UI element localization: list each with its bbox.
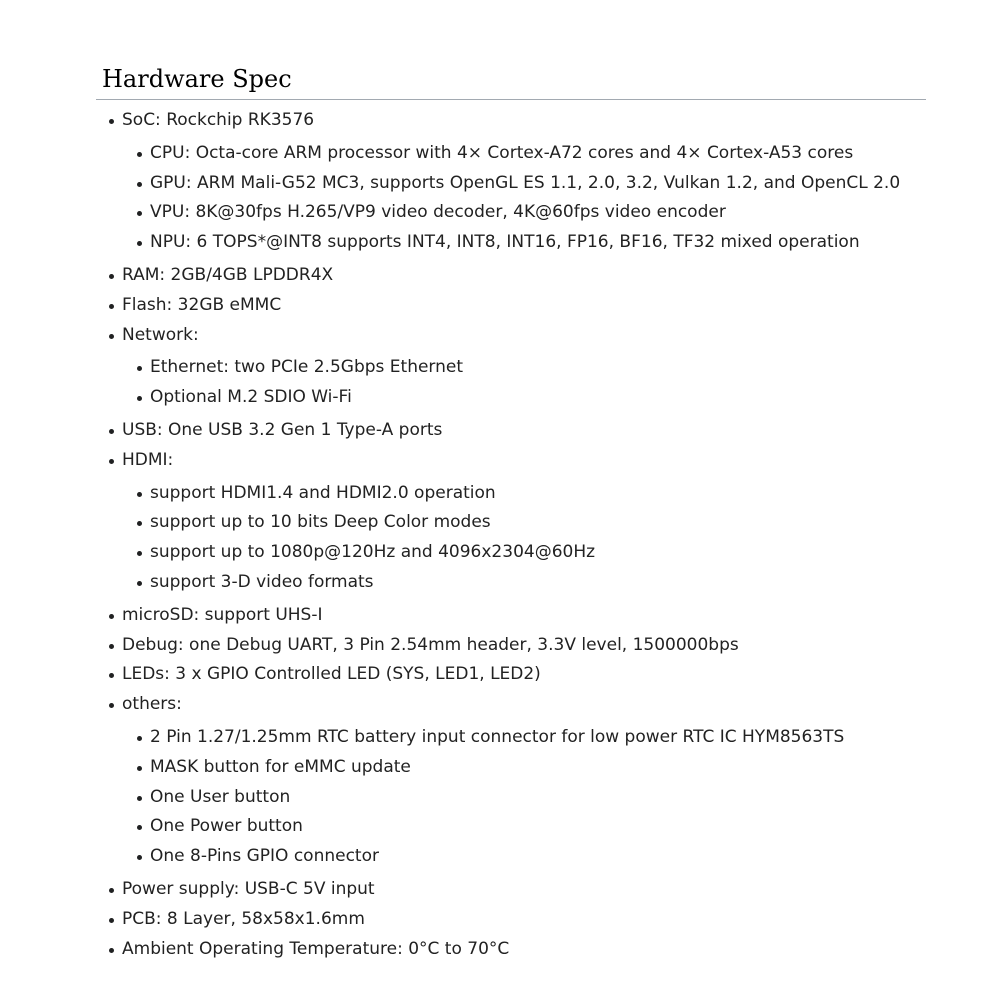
spec-text: Optional M.2 SDIO Wi-Fi bbox=[150, 387, 352, 408]
soc-sublist bbox=[124, 139, 926, 258]
spec-item-usb bbox=[96, 416, 926, 446]
spec-text: support 3-D video formats bbox=[150, 571, 374, 592]
spec-text: One User button bbox=[150, 786, 291, 807]
spec-text: SoC: Rockchip RK3576 bbox=[122, 110, 315, 130]
hardware-spec-section bbox=[96, 62, 926, 964]
spec-text: GPU: ARM Mali-G52 MC3, supports OpenGL ES 1.1, 2.0, 3.2, Vulkan 1.2, and OpenCL 2.0 bbox=[150, 172, 901, 193]
section-heading: Hardware Spec bbox=[102, 65, 292, 93]
spec-subitem-resolution bbox=[124, 538, 926, 568]
bullet-icon bbox=[109, 703, 114, 708]
spec-text: MASK button for eMMC update bbox=[150, 756, 411, 777]
spec-text: Ethernet: two PCIe 2.5Gbps Ethernet bbox=[150, 357, 464, 378]
spec-text: USB: One USB 3.2 Gen 1 Type-A ports bbox=[122, 419, 443, 440]
spec-text: 2 Pin 1.27/1.25mm RTC battery input connector for low power RTC IC HYM8563TS bbox=[150, 726, 845, 747]
spec-item-others bbox=[96, 690, 926, 872]
bullet-icon bbox=[109, 673, 114, 678]
spec-text: VPU: 8K@30fps H.265/VP9 video decoder, 4K@60fps video encoder bbox=[150, 202, 726, 223]
spec-subitem-vpu bbox=[124, 198, 926, 228]
spec-item-flash bbox=[96, 291, 926, 321]
spec-subitem-npu bbox=[124, 228, 926, 258]
spec-subitem-cpu bbox=[124, 139, 926, 169]
spec-subitem-3d-video bbox=[124, 568, 926, 598]
others-sublist bbox=[124, 723, 926, 872]
bullet-icon bbox=[137, 366, 142, 371]
bullet-icon bbox=[137, 855, 142, 860]
spec-text: CPU: Octa-core ARM processor with 4× Cortex-A72 cores and 4× Cortex-A53 cores bbox=[150, 142, 854, 163]
spec-text: others: bbox=[122, 694, 182, 715]
spec-text: LEDs: 3 x GPIO Controlled LED (SYS, LED1, LED2) bbox=[122, 664, 541, 685]
hdmi-sublist bbox=[124, 479, 926, 598]
bullet-icon bbox=[109, 614, 114, 619]
spec-subitem-mask-button bbox=[124, 753, 926, 783]
spec-item-pcb bbox=[96, 905, 926, 935]
bullet-icon bbox=[137, 766, 142, 771]
spec-text: HDMI: bbox=[122, 449, 174, 470]
spec-list bbox=[96, 106, 926, 964]
bullet-icon bbox=[109, 918, 114, 923]
bullet-icon bbox=[137, 796, 142, 801]
bullet-icon bbox=[137, 736, 142, 741]
spec-subitem-gpu bbox=[124, 169, 926, 199]
spec-item-network bbox=[96, 321, 926, 413]
bullet-icon bbox=[137, 581, 142, 586]
spec-text: One 8-Pins GPIO connector bbox=[150, 846, 379, 867]
bullet-icon bbox=[137, 492, 142, 497]
spec-text: support HDMI1.4 and HDMI2.0 operation bbox=[150, 482, 496, 503]
bullet-icon bbox=[109, 644, 114, 649]
spec-subitem-deep-color bbox=[124, 508, 926, 538]
spec-text: support up to 1080p@120Hz and 4096x2304@60Hz bbox=[150, 542, 596, 563]
bullet-icon bbox=[109, 304, 114, 309]
bullet-icon bbox=[137, 396, 142, 401]
bullet-icon bbox=[137, 152, 142, 157]
bullet-icon bbox=[109, 429, 114, 434]
spec-item-power bbox=[96, 875, 926, 905]
spec-item-ram bbox=[96, 261, 926, 291]
bullet-icon bbox=[137, 241, 142, 246]
bullet-icon bbox=[137, 521, 142, 526]
spec-item-debug bbox=[96, 631, 926, 661]
heading-divider bbox=[96, 99, 926, 100]
bullet-icon bbox=[109, 888, 114, 893]
spec-subitem-user-button bbox=[124, 783, 926, 813]
spec-subitem-wifi bbox=[124, 383, 926, 413]
spec-text: microSD: support UHS-I bbox=[122, 604, 323, 625]
spec-text: RAM: 2GB/4GB LPDDR4X bbox=[122, 264, 334, 285]
spec-item-microsd bbox=[96, 601, 926, 631]
spec-text: Network: bbox=[122, 324, 199, 345]
spec-subitem-rtc bbox=[124, 723, 926, 753]
bullet-icon bbox=[109, 334, 114, 339]
bullet-icon bbox=[137, 551, 142, 556]
bullet-icon bbox=[137, 182, 142, 187]
bullet-icon bbox=[109, 948, 114, 953]
spec-item-leds bbox=[96, 660, 926, 690]
bullet-icon bbox=[137, 825, 142, 830]
spec-item-hdmi bbox=[96, 446, 926, 598]
bullet-icon bbox=[109, 459, 114, 464]
spec-item-temperature bbox=[96, 935, 926, 965]
spec-text: Debug: one Debug UART, 3 Pin 2.54mm header, 3.3V level, 1500000bps bbox=[122, 634, 739, 655]
spec-subitem-gpio bbox=[124, 842, 926, 872]
bullet-icon bbox=[137, 211, 142, 216]
spec-text: Power supply: USB-C 5V input bbox=[122, 878, 375, 899]
network-sublist bbox=[124, 353, 926, 413]
spec-item-soc bbox=[96, 106, 926, 258]
bullet-icon bbox=[109, 274, 114, 279]
spec-text: One Power button bbox=[150, 816, 303, 837]
bullet-icon bbox=[109, 119, 114, 124]
spec-subitem-ethernet bbox=[124, 353, 926, 383]
spec-text: PCB: 8 Layer, 58x58x1.6mm bbox=[122, 908, 365, 929]
spec-text: support up to 10 bits Deep Color modes bbox=[150, 512, 491, 533]
spec-text: Ambient Operating Temperature: 0°C to 70°C bbox=[122, 938, 510, 959]
spec-subitem-hdmi-operation bbox=[124, 479, 926, 509]
spec-text: NPU: 6 TOPS*@INT8 supports INT4, INT8, INT16, FP16, BF16, TF32 mixed operation bbox=[150, 232, 860, 253]
spec-text: Flash: 32GB eMMC bbox=[122, 294, 282, 315]
spec-subitem-power-button bbox=[124, 812, 926, 842]
